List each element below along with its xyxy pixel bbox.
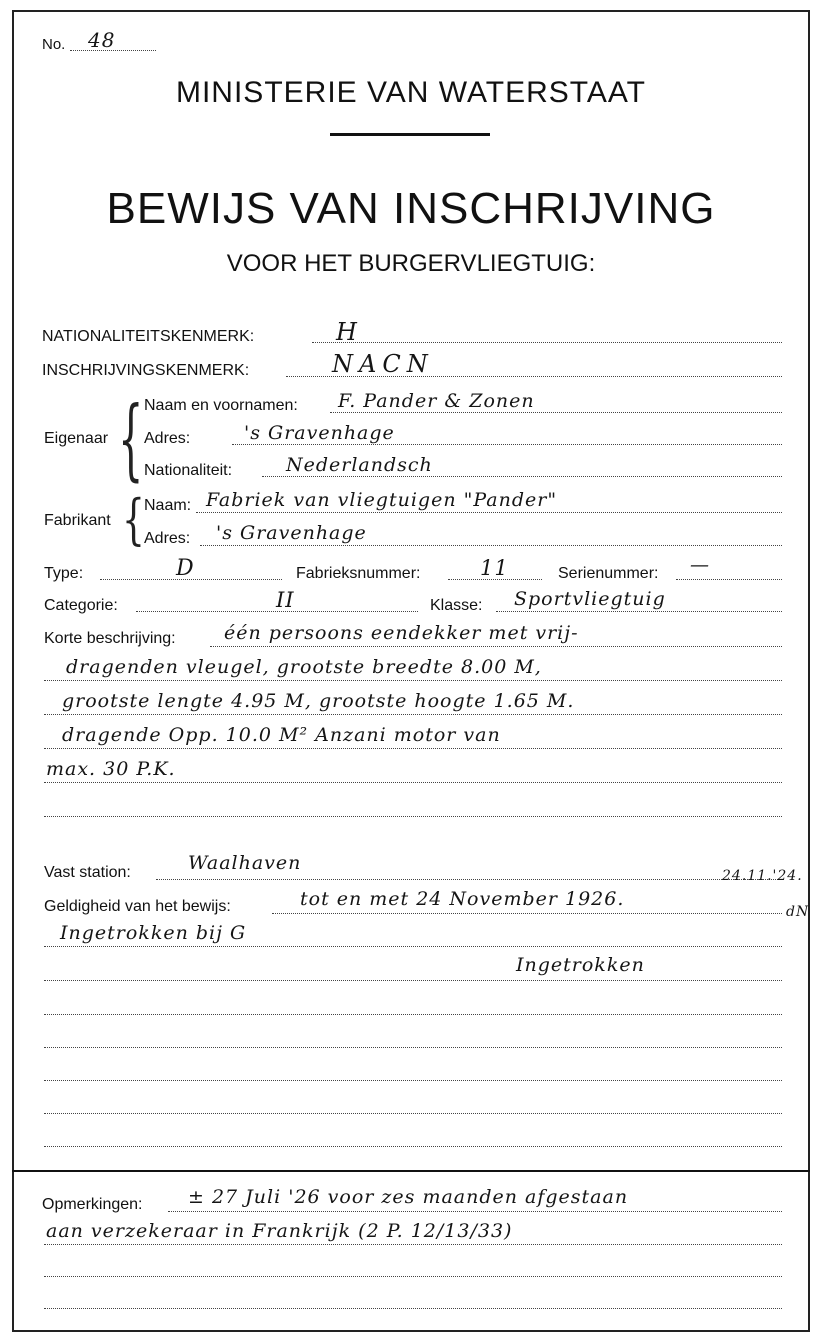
opmerkingen-text-1: ± 27 Juli '26 voor zes maanden afgestaan (188, 1186, 629, 1208)
beschrijving-line-6 (44, 816, 782, 817)
eigenaar-brace: { (118, 390, 144, 492)
fabrikant-adres-value: 's Gravenhage (216, 522, 367, 544)
fabrikant-adres-label: Adres: (144, 530, 191, 547)
eigenaar-adres-line (232, 444, 782, 445)
ministry-title: MINISTERIE VAN WATERSTAAT (175, 76, 647, 109)
type-value: D (176, 556, 195, 581)
nationaliteitskenmerk-label: NATIONALITEITSKENMERK: (42, 328, 255, 345)
geldigheid-line (272, 913, 782, 914)
eigenaar-naam-value: F. Pander & Zonen (338, 390, 535, 412)
klasse-value: Sportvliegtuig (514, 588, 666, 610)
vast-station-line (156, 879, 782, 880)
beschrijving-line-4 (44, 748, 782, 749)
opmerkingen-label: Opmerkingen: (42, 1196, 143, 1213)
remark-line-1 (44, 946, 782, 947)
fabrikant-naam-label: Naam: (144, 497, 192, 514)
vast-station-label: Vast station: (44, 864, 131, 881)
geldigheid-value: tot en met 24 November 1926. (300, 888, 625, 910)
eigenaar-nationaliteit-line (262, 476, 782, 477)
beschrijving-line-3 (44, 714, 782, 715)
opmerkingen-text-2: aan verzekeraar in Frankrijk (2 P. 12/13/33) (46, 1220, 513, 1242)
klasse-label: Klasse: (430, 597, 483, 614)
number-line (70, 50, 156, 51)
inschrijvingskenmerk-label: INSCHRIJVINGSKENMERK: (42, 362, 250, 379)
opmerkingen-line-4 (44, 1308, 782, 1309)
remark-line-7 (44, 1146, 782, 1147)
ingetrokken-text-2: Ingetrokken (516, 954, 645, 976)
fabrikant-adres-line (200, 545, 782, 546)
categorie-label: Categorie: (44, 597, 118, 614)
header-divider (330, 133, 490, 136)
opmerkingen-divider (12, 1170, 810, 1172)
beschrijving-text-5: max. 30 P.K. (46, 758, 176, 780)
serienummer-label: Serienummer: (558, 565, 659, 582)
geldigheid-label: Geldigheid van het bewijs: (44, 898, 231, 915)
opmerkingen-line-3 (44, 1276, 782, 1277)
beschrijving-text-2: dragenden vleugel, grootste breedte 8.00 M, (66, 656, 542, 678)
inschrijvingskenmerk-value: NACN (332, 350, 434, 378)
geldigheid-note: 24.11.'24. (722, 868, 803, 884)
nationaliteitskenmerk-line (312, 342, 782, 343)
serienummer-value: — (690, 554, 710, 576)
eigenaar-adres-label: Adres: (144, 430, 191, 447)
nationaliteitskenmerk-value: H (336, 318, 358, 346)
ingetrokken-text-1: Ingetrokken bij G (60, 922, 247, 944)
klasse-line (496, 611, 782, 612)
beschrijving-text-3: grootste lengte 4.95 M, grootste hoogte 1.65 M. (62, 690, 575, 712)
opmerkingen-line-1 (168, 1211, 782, 1212)
type-label: Type: (44, 565, 84, 582)
eigenaar-nationaliteit-label: Nationaliteit: (144, 462, 233, 479)
eigenaar-naam-line (330, 412, 782, 413)
remark-line-6 (44, 1113, 782, 1114)
categorie-value: II (276, 588, 295, 612)
fabrikant-naam-value: Fabriek van vliegtuigen "Pander" (206, 489, 558, 511)
beschrijving-text-4: dragende Opp. 10.0 M² Anzani motor van (62, 724, 501, 746)
fabrieksnummer-value: 11 (480, 556, 509, 580)
number-value: 48 (88, 28, 116, 52)
fabrikant-naam-line (196, 512, 782, 513)
fabrieksnummer-label: Fabrieksnummer: (296, 565, 421, 582)
fabrikant-brace: { (122, 490, 145, 552)
remark-line-5 (44, 1080, 782, 1081)
eigenaar-adres-value: 's Gravenhage (244, 422, 395, 444)
serienummer-line (676, 579, 782, 580)
beschrijving-text-1: één persoons eendekker met vrij- (224, 622, 579, 644)
number-label: No. (42, 36, 66, 53)
fabrikant-label: Fabrikant (44, 512, 111, 529)
geldigheid-initials: dN (786, 904, 810, 920)
remark-line-3 (44, 1014, 782, 1015)
korte-beschrijving-label: Korte beschrijving: (44, 630, 176, 647)
eigenaar-label: Eigenaar (44, 430, 109, 447)
eigenaar-nationaliteit-value: Nederlandsch (286, 454, 433, 476)
vast-station-value: Waalhaven (188, 852, 302, 874)
eigenaar-naam-label: Naam en voornamen: (144, 397, 298, 414)
beschrijving-line-1 (210, 646, 782, 647)
document-title: BEWIJS VAN INSCHRIJVING (106, 184, 716, 233)
document-subtitle: VOOR HET BURGERVLIEGTUIG: (226, 250, 596, 277)
opmerkingen-line-2 (44, 1244, 782, 1245)
remark-line-2 (44, 980, 782, 981)
remark-line-4 (44, 1047, 782, 1048)
beschrijving-line-2 (44, 680, 782, 681)
beschrijving-line-5 (44, 782, 782, 783)
